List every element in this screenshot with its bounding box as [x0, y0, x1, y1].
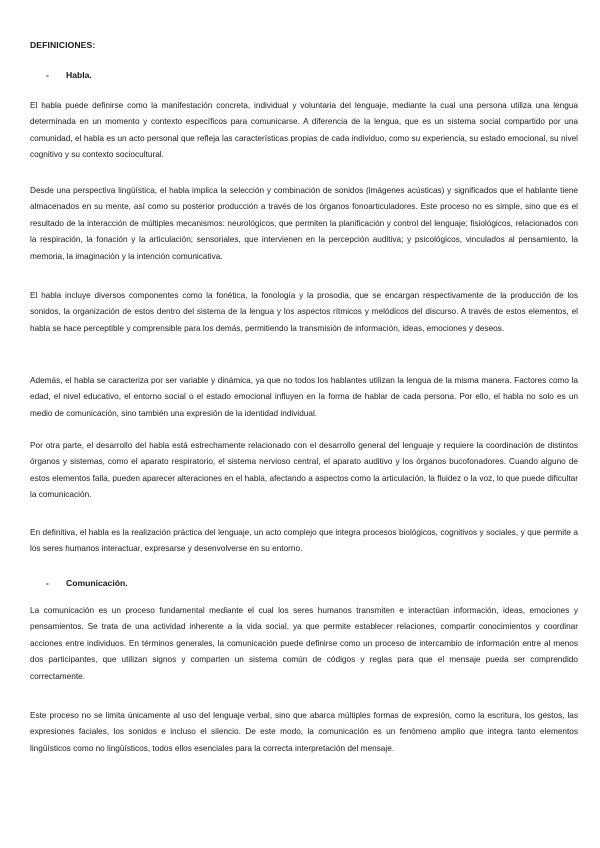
paragraph: El habla incluye diversos componentes como la fonética, la fonología y la prosodia, que se encargan respectivamente de la producción de los sonidos, la organización de estos dentro del sistema de la lengua y los aspectos rítmicos y melódicos del discurso. A través de estos elementos, el habla se hace perceptible y comprensible para los demás, permitiendo la transmisión de información, ideas, emociones y deseos.	[30, 291, 578, 333]
paragraph: Este proceso no se limita únicamente al uso del lenguaje verbal, sino que abarca múltiples formas de expresión, como la escritura, los gestos, las expresiones faciales, los sonidos e incluso el silencio. De este modo, la comunicación es un fenómeno amplio que integra tanto elementos lingüísticos como no lingüísticos, todos ellos esenciales para la correcta interpretación del mensaje.	[30, 711, 578, 753]
section-title-comunicacion	[46, 578, 128, 588]
section-title-text: Comunicación.	[66, 578, 128, 588]
paragraph: Por otra parte, el desarrollo del habla está estrechamente relacionado con el desarrollo general del lenguaje y requiere la coordinación de distintos órganos y sistemas, como el aparato respiratorio, el sistema nervioso central, el aparato auditivo y los órganos bucofonadores. Cuando alguno de estos elementos falla, pueden aparecer alteraciones en el habla, afectando a aspectos como la articulación, la fluidez o la voz, lo que puede dificultar la comunicación.	[30, 441, 578, 500]
bullet-dash: -	[46, 70, 49, 80]
section-title-text: Habla.	[66, 70, 92, 80]
document-heading: DEFINICIONES:	[30, 40, 96, 50]
paragraph: La comunicación es un proceso fundamental mediante el cual los seres humanos transmiten e interactúan información, ideas, emociones y pensamientos. Se trata de una actividad inherente a la vida social, ya que permite establecer relaciones, compartir conocimientos y coordinar acciones entre individuos. En términos generales, la comunicación puede definirse como un proceso de intercambio de información entre al menos dos participantes, que utilizan signos y comparten un sistema común de códigos y reglas para que el mensaje pueda ser comprendido correctamente.	[30, 606, 578, 681]
paragraph: En definitiva, el habla es la realización práctica del lenguaje, un acto complejo que integra procesos biológicos, cognitivos y sociales, y que permite a los seres humanos interactuar, expresarse y desenvolverse en su entorno.	[30, 528, 578, 554]
bullet-dash: -	[46, 578, 49, 588]
paragraph: Desde una perspectiva lingüística, el habla implica la selección y combinación de sonidos (imágenes acústicas) y significados que el hablante tiene almacenados en su mente, así como su posterior producción a través de los órganos fonoarticuladores. Este proceso no es simple, sino que es el resultado de la interacción de múltiples mecanismos: neurológicos, que permiten la planificación y control del lenguaje; fisiológicos, relacionados con la respiración, la fonación y la articulación; sensoriales, que intervienen en la percepción auditiva; y psicológicos, vinculados al pensamiento, la memoria, la imaginación y la intención comunicativa.	[30, 186, 578, 261]
section-title-habla	[46, 70, 92, 80]
paragraph: Además, el habla se caracteriza por ser variable y dinámica, ya que no todos los hablantes utilizan la lengua de la misma manera. Factores como la edad, el nivel educativo, el entorno social o el estado emocional influyen en la forma de hablar de cada persona. Por ello, el habla no solo es un medio de comunicación, sino también una expresión de la identidad individual.	[30, 376, 578, 418]
paragraph: El habla puede definirse como la manifestación concreta, individual y voluntaria del lenguaje, mediante la cual una persona utiliza una lengua determinada en un momento y contexto específicos para comunicarse. A diferencia de la lengua, que es un sistema social compartido por una comunidad, el habla es un acto personal que refleja las características propias de cada individuo, como su experiencia, su estado emocional, su nivel cognitivo y su contexto sociocultural.	[30, 101, 578, 160]
